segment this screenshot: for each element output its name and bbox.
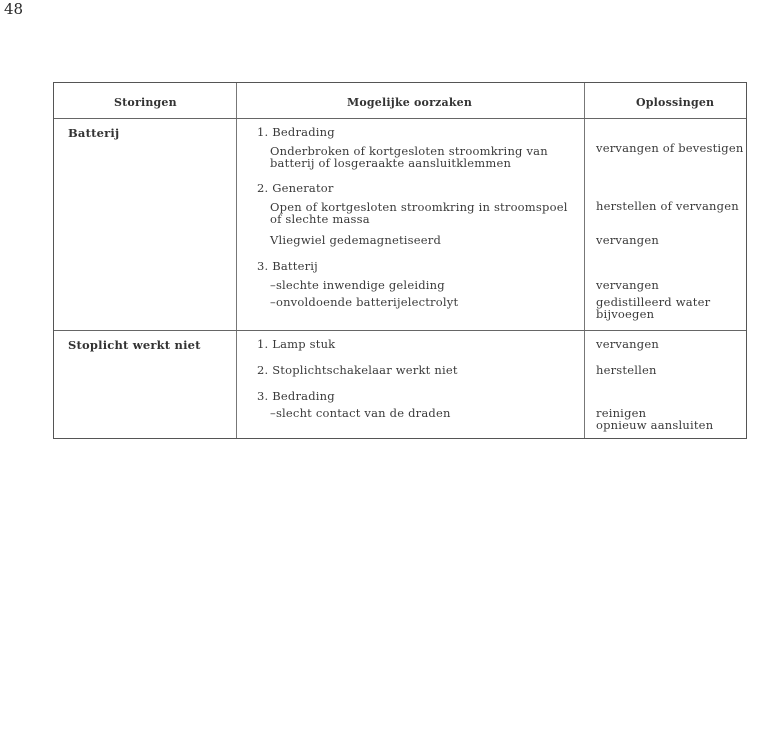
solution-text: herstellen of vervangen — [596, 199, 739, 213]
cause-text: –slecht contact van de draden — [270, 406, 451, 420]
column-divider — [584, 83, 585, 438]
solution-text: vervangen of bevestigen — [596, 141, 744, 155]
cause-text: Vliegwiel gedemagnetiseerd — [270, 233, 442, 247]
category-batterij: Batterij — [68, 126, 120, 140]
cause-text: 2. Generator — [257, 181, 334, 195]
section-divider — [54, 330, 746, 331]
solution-text: herstellen — [596, 363, 657, 377]
cause-text: 3. Bedrading — [257, 389, 335, 403]
cause-text: –slechte inwendige geleiding — [270, 278, 445, 292]
category-stoplicht: Stoplicht werkt niet — [68, 338, 201, 352]
cause-text: batterij of losgeraakte aansluitklemmen — [270, 156, 512, 170]
cause-text: 3. Batterij — [257, 259, 318, 273]
solution-text: reinigen — [596, 406, 647, 420]
solution-text: vervangen — [596, 278, 659, 292]
cause-text: –onvoldoende batterijelectrolyt — [270, 295, 459, 309]
troubleshooting-table — [53, 82, 747, 439]
solution-text: opnieuw aansluiten — [596, 418, 714, 432]
cause-text: 1. Lamp stuk — [257, 337, 336, 351]
cause-text: 2. Stoplichtschakelaar werkt niet — [257, 363, 458, 377]
cause-text: Onderbroken of kortgesloten stroomkring van — [270, 144, 548, 158]
cause-text: 1. Bedrading — [257, 125, 335, 139]
header-divider — [54, 118, 746, 119]
cause-text: of slechte massa — [270, 212, 370, 226]
header-mogelijke-oorzaken: Mogelijke oorzaken — [347, 96, 473, 109]
solution-text: bijvoegen — [596, 307, 655, 321]
solution-text: gedistilleerd water — [596, 295, 711, 309]
solution-text: vervangen — [596, 233, 659, 247]
header-oplossingen: Oplossingen — [636, 96, 715, 109]
solution-text: vervangen — [596, 337, 659, 351]
cause-text: Open of kortgesloten stroomkring in stroomspoel — [270, 200, 568, 214]
page-number: 48 — [4, 0, 24, 18]
header-storingen: Storingen — [114, 96, 177, 109]
column-divider — [236, 83, 237, 438]
